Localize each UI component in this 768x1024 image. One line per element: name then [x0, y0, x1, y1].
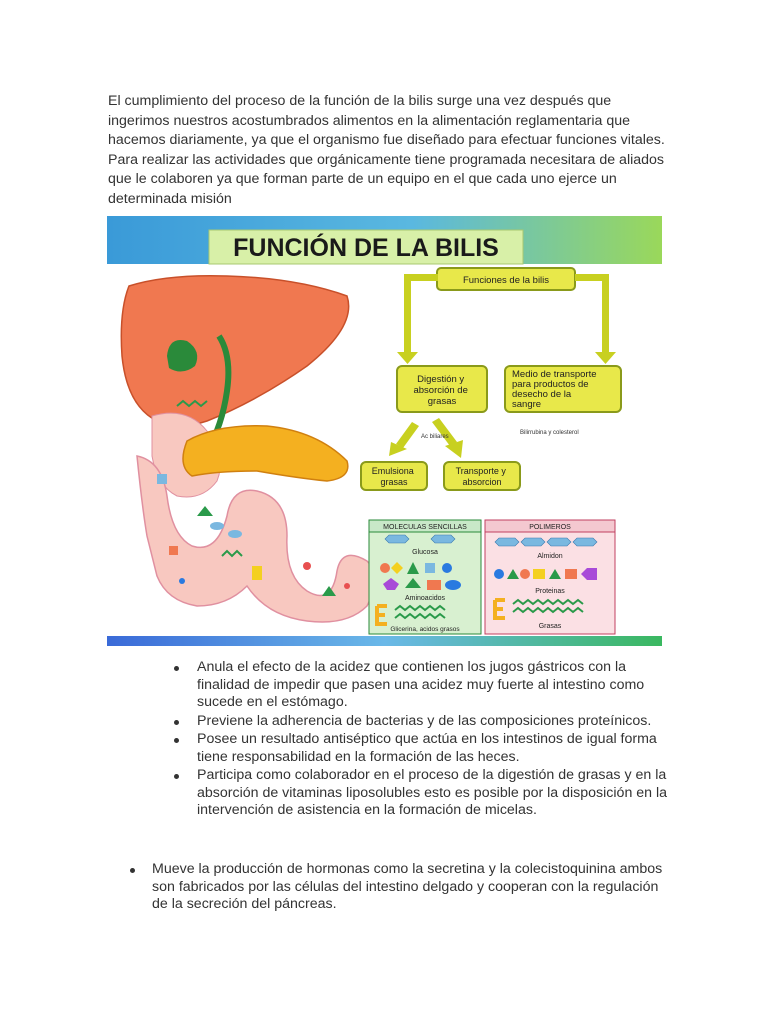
- root-function-label: Funciones de la bilis: [462, 275, 550, 286]
- list-item: Posee un resultado antiséptico que actúa en los intestinos de igual forma tiene responsabilidad en la formación de las heces.: [172, 731, 672, 766]
- svg-text:Aminoacidos: Aminoacidos: [404, 595, 446, 602]
- svg-text:Almidon: Almidon: [537, 553, 563, 560]
- svg-text:Glicerina, acidos grasos: Glicerina, acidos grasos: [390, 626, 460, 633]
- svg-text:Proteinas: Proteinas: [535, 588, 565, 595]
- simple-molecules-header: MOLECULAS SENCILLAS: [383, 524, 467, 531]
- svg-text:Glucosa: Glucosa: [412, 549, 438, 556]
- transport-absorption-label: Transporte y absorcion: [455, 466, 506, 487]
- list-item: Participa como colaborador en el proceso de la digestión de grasas y en la absorción de vitaminas liposolubles esto es posible por la disposición en la intervención de asistencia en la formación de micelas.: [172, 767, 672, 820]
- bile-diagram: [107, 216, 662, 646]
- transport-medium-label: Medio de transporte para productos de desecho de la sangre: [512, 369, 597, 410]
- emulsify-label: Emulsiona grasas: [371, 466, 414, 487]
- list-item: Previene la adherencia de bacterias y de las composiciones proteínicos.: [172, 713, 672, 731]
- digestion-label: Digestión y absorción de grasas: [413, 374, 468, 407]
- simple-molecules-panel: [369, 520, 481, 634]
- outer-bullet-list: [127, 861, 667, 914]
- bottom-banner: [107, 636, 662, 646]
- svg-text:Grasas: Grasas: [538, 623, 562, 630]
- intro-paragraph: El cumplimiento del proceso de la función de la bilis surge una vez después que ingerimos nuestros acostumbrados alimentos en la alimentación reglamentaria que hacemos diariamente, ya que el organismo fue diseñado para efectuar funciones vitales. Para realizar las actividades que orgánicamente tiene programada necesitara de aliados que le colaboren ya que forman parte de un equipo en el que cada uno ejerce un determinada misión: [108, 93, 665, 207]
- bile-acids-note: Ac biliares: [421, 434, 449, 440]
- figure-title: FUNCIÓN DE LA BILIS: [233, 234, 499, 262]
- bile-function-figure: [107, 216, 662, 646]
- inner-bullet-list: [172, 659, 672, 821]
- list-item: Mueve la producción de hormonas como la secretina y la colecistoquinina ambos son fabricados por las células del intestino delgado y cooperan con la regulación de la secreción del páncreas.: [127, 861, 667, 914]
- bilirubin-note: Bilirrubina y colesterol: [520, 430, 579, 436]
- polymers-header: POLIMEROS: [529, 524, 571, 531]
- polymers-panel: [485, 520, 615, 634]
- list-item: Anula el efecto de la acidez que contienen los jugos gástricos con la finalidad de impedir que pasen una acidez muy fuerte al intestino como sucede en el estómago.: [172, 659, 672, 712]
